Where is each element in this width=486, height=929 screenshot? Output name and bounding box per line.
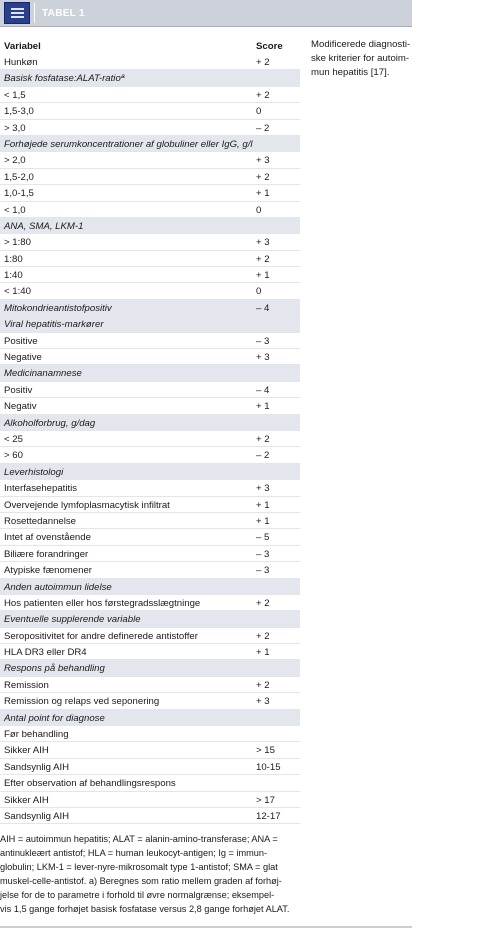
- table-row: [0, 267, 300, 283]
- table-row: [0, 529, 300, 545]
- variable-label: 1,5-2,0: [4, 171, 34, 183]
- table-section-row: [0, 218, 300, 234]
- table-section-row: [0, 300, 300, 316]
- score-value: + 3: [256, 483, 270, 495]
- score-value: + 2: [256, 597, 270, 609]
- section-label: Respons på behandling: [4, 663, 105, 675]
- score-value: – 5: [256, 532, 270, 544]
- variable-label: 1,0-1,5: [4, 188, 34, 200]
- table-row: [0, 333, 300, 349]
- variable-label: > 60: [4, 450, 23, 462]
- variable-label: > 2,0: [4, 155, 26, 167]
- footnote-line: AIH = autoimmun hepatitis; ALAT = alanin-amino-transferase; ANA =: [0, 834, 278, 844]
- variable-label: Sandsynlig AIH: [4, 761, 70, 773]
- table-row: [0, 169, 300, 185]
- table-row: [0, 759, 300, 775]
- table-row: [0, 349, 300, 365]
- score-value: + 2: [256, 630, 270, 642]
- score-value: + 2: [256, 57, 270, 68]
- table-row: [0, 775, 300, 791]
- table-section-row: [0, 464, 300, 480]
- variable-label: Overvejende lymfoplasmacytisk infiltrat: [4, 499, 170, 511]
- table-row: [0, 628, 300, 644]
- section-label: Anden autoimmun lidelse: [4, 581, 112, 593]
- variable-label: Sandsynlig AIH: [4, 810, 70, 822]
- score-value: + 1: [256, 188, 270, 200]
- variable-label: Positive: [4, 335, 38, 347]
- variable-label: Negative: [4, 352, 42, 364]
- section-label: Leverhistologi: [4, 466, 64, 478]
- score-value: > 15: [256, 745, 275, 757]
- table-section-row: [0, 136, 300, 152]
- variable-label: < 1,0: [4, 204, 26, 216]
- table-row: [0, 382, 300, 398]
- table-row: [0, 103, 300, 119]
- table-section-row: [0, 316, 300, 332]
- variable-label: Interfasehepatitis: [4, 483, 78, 495]
- score-value: – 2: [256, 122, 270, 134]
- table-row: [0, 513, 300, 529]
- footnote-line: globulin; LKM-1 = lever-nyre-mikrosomalt type 1-antistof; SMA = glat: [0, 862, 278, 872]
- table-row: [0, 251, 300, 267]
- variable-label: Negativ: [4, 401, 37, 413]
- variable-label: Atypiske fænomener: [4, 565, 92, 577]
- score-value: 0: [256, 106, 262, 118]
- variable-label: Rosettedannelse: [4, 515, 77, 527]
- footnote-line: vis 1,5 gange forhøjet basisk fosfatase versus 2,8 gange forhøjet ALAT.: [0, 904, 290, 914]
- variable-label: Hos patienten eller hos førstegradsslægtninge: [4, 597, 201, 609]
- table-row: [0, 677, 300, 693]
- table-section-row: [0, 415, 300, 431]
- table-row: [0, 152, 300, 168]
- section-label: Eventuelle supplerende variable: [4, 614, 141, 626]
- footnote-line: antinukleært antistof; HLA = human leukocyt-antigen; Ig = immun-: [0, 848, 268, 858]
- variable-label: Positiv: [4, 384, 33, 396]
- column-header-variable: Variabel: [4, 41, 41, 52]
- section-label: Basisk fosfatase:ALAT-ratioª: [4, 73, 125, 85]
- table-header-bar: [0, 0, 412, 27]
- score-value: – 3: [256, 548, 270, 560]
- score-value: 12-17: [256, 810, 281, 822]
- table-row: [0, 480, 300, 496]
- table-row: [0, 87, 300, 103]
- variable-label: HLA DR3 eller DR4: [4, 647, 87, 659]
- table-footnote: [0, 832, 300, 916]
- table-row: [0, 644, 300, 660]
- variable-label: < 25: [4, 433, 23, 445]
- table-row: [0, 431, 300, 447]
- score-value: + 1: [256, 401, 270, 413]
- variable-label: Efter observation af behandlingsrespons: [4, 778, 176, 790]
- table-row: [0, 562, 300, 578]
- table-row: [0, 726, 300, 742]
- table-row: [0, 398, 300, 414]
- table-row: [0, 202, 300, 218]
- table-row: [0, 693, 300, 709]
- footnote-line: muskel-celle-antistof. a) Beregnes som ratio mellem graden af forhøj-: [0, 876, 282, 886]
- score-value: + 1: [256, 647, 270, 659]
- score-value: + 2: [256, 253, 270, 265]
- variable-label: Intet af ovenstående: [4, 532, 91, 544]
- score-value: – 4: [256, 384, 270, 396]
- table-row: [0, 792, 300, 808]
- score-value: + 1: [256, 499, 270, 511]
- table-section-row: [0, 365, 300, 381]
- score-value: + 2: [256, 433, 270, 445]
- variable-label: Før behandling: [4, 729, 69, 741]
- score-value: + 2: [256, 171, 270, 183]
- table-row: [0, 808, 300, 824]
- variable-label: > 1:80: [4, 237, 31, 249]
- table-section-row: [0, 611, 300, 627]
- table-icon: [4, 2, 30, 24]
- section-label: Viral hepatitis-markører: [4, 319, 104, 331]
- variable-label: Remission og relaps ved seponering: [4, 696, 160, 708]
- diagnostic-criteria-table: [0, 38, 300, 824]
- score-value: – 3: [256, 335, 270, 347]
- table-row: [0, 120, 300, 136]
- table-title: TABEL 1: [42, 8, 85, 19]
- score-value: 0: [256, 286, 262, 298]
- caption-line: ske kriterier for autoim-: [311, 53, 410, 64]
- variable-label: > 3,0: [4, 122, 26, 134]
- section-label: Forhøjede serumkoncentrationer af globuliner eller IgG, g/l: [4, 138, 253, 150]
- table-head-row: [0, 38, 300, 54]
- score-value: > 17: [256, 794, 275, 806]
- score-value: – 3: [256, 565, 270, 577]
- variable-label: Remission: [4, 679, 49, 691]
- variable-label: Seropositivitet for andre definerede antistoffer: [4, 630, 198, 642]
- table-section-row: [0, 660, 300, 676]
- score-value: + 2: [256, 679, 270, 691]
- section-label: Medicinanamnese: [4, 368, 82, 380]
- table-row: [0, 595, 300, 611]
- table-row: [0, 742, 300, 758]
- variable-label: Hunkøn: [4, 57, 38, 68]
- score-value: + 3: [256, 237, 270, 249]
- section-label: Alkoholforbrug, g/dag: [4, 417, 96, 429]
- table-row: [0, 546, 300, 562]
- section-label: Antal point for diagnose: [4, 712, 105, 724]
- caption-line: mun hepatitis [17].: [311, 67, 390, 78]
- header-divider: [34, 3, 35, 23]
- table-section-row: [0, 70, 300, 86]
- score-value: + 3: [256, 352, 270, 364]
- table-row: [0, 54, 300, 70]
- table-row: [0, 185, 300, 201]
- score-value: + 2: [256, 89, 270, 101]
- variable-label: Biliære forandringer: [4, 548, 89, 560]
- column-header-score: Score: [256, 41, 283, 52]
- variable-label: Sikker AIH: [4, 745, 49, 757]
- table-caption: [311, 38, 421, 80]
- table-row: [0, 447, 300, 463]
- score-value: – 4: [256, 302, 270, 314]
- variable-label: < 1,5: [4, 89, 26, 101]
- table-row: [0, 234, 300, 250]
- score-value: 10-15: [256, 761, 281, 773]
- score-value: + 3: [256, 696, 270, 708]
- variable-label: Sikker AIH: [4, 794, 49, 806]
- score-value: – 2: [256, 450, 270, 462]
- variable-label: 1,5-3,0: [4, 106, 34, 118]
- score-value: + 1: [256, 515, 270, 527]
- score-value: + 3: [256, 155, 270, 167]
- score-value: 0: [256, 204, 262, 216]
- section-label: ANA, SMA, LKM-1: [4, 220, 84, 232]
- table-body: [0, 54, 300, 824]
- section-label: Mitokondrieantistofpositiv: [4, 302, 112, 314]
- table-section-row: [0, 579, 300, 595]
- table-section-row: [0, 710, 300, 726]
- variable-label: < 1:40: [4, 286, 31, 298]
- table-row: [0, 283, 300, 299]
- caption-line: Modificerede diagnosti-: [311, 39, 411, 50]
- table-row: [0, 497, 300, 513]
- variable-label: 1:80: [4, 253, 23, 265]
- footnote-line: jelse for de to parametre i forhold til øvre normalgrænse; eksempel-: [0, 890, 275, 900]
- score-value: + 1: [256, 270, 270, 282]
- bottom-rule: [0, 926, 412, 928]
- variable-label: 1:40: [4, 270, 23, 282]
